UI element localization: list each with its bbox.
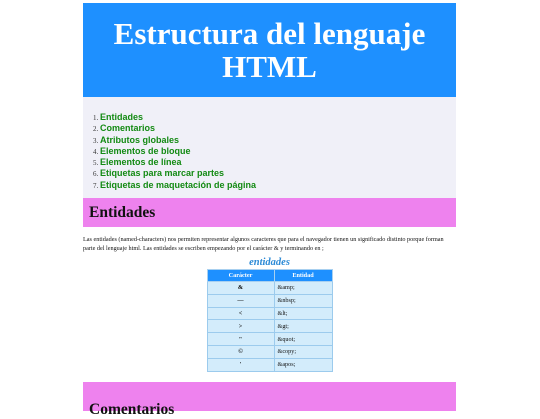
section-header-entidades	[83, 198, 456, 227]
cell-character: "	[207, 333, 274, 346]
section-body-entidades	[83, 227, 456, 382]
table-row	[207, 282, 332, 295]
cell-entity: &amp;	[274, 282, 332, 295]
cell-entity: &lt;	[274, 307, 332, 320]
toc-link-entidades[interactable]: Entidades	[100, 112, 144, 122]
section-heading: Entidades	[89, 203, 156, 221]
table-header-row	[207, 270, 332, 282]
toc-item	[100, 157, 456, 168]
toc-link-etiquetas-partes[interactable]: Etiquetas para marcar partes	[100, 168, 225, 179]
cell-character: —	[207, 294, 274, 307]
section-heading: Comentarios	[89, 401, 175, 418]
column-header-character: Carácter	[207, 270, 274, 282]
toc-list	[83, 112, 456, 191]
column-header-entity: Entidad	[274, 270, 332, 282]
table-row	[207, 345, 332, 358]
cell-character: <	[207, 307, 274, 320]
cell-entity: &copy;	[274, 345, 332, 358]
cell-entity: &apos;	[274, 358, 332, 371]
table-of-contents	[83, 97, 456, 198]
toc-item	[100, 180, 456, 191]
toc-link-elementos-de-bloque[interactable]: Elementos de bloque	[100, 145, 191, 156]
toc-link-atributos-globales[interactable]: Atributos globales	[100, 134, 180, 145]
table-row	[207, 358, 332, 371]
page-title: Estructura del lenguaje HTML	[113, 16, 426, 84]
section-header-comentarios	[83, 382, 456, 418]
toc-item	[100, 112, 456, 123]
toc-link-comentarios[interactable]: Comentarios	[100, 123, 156, 134]
toc-item	[100, 146, 456, 157]
cell-entity: &gt;	[274, 320, 332, 333]
table-row	[207, 307, 332, 320]
cell-character: '	[207, 358, 274, 371]
cell-character: &	[207, 282, 274, 295]
page-content	[83, 3, 456, 418]
toc-item	[100, 123, 456, 134]
table-row	[207, 333, 332, 346]
toc-item	[100, 168, 456, 179]
cell-entity: &quot;	[274, 333, 332, 346]
toc-item	[100, 135, 456, 146]
table-caption: entidades	[249, 257, 290, 268]
toc-link-etiquetas-maquetacion[interactable]: Etiquetas de maquetación de página	[100, 179, 257, 190]
cell-character: >	[207, 320, 274, 333]
entities-table	[207, 269, 333, 372]
cell-character: ©	[207, 345, 274, 358]
cell-entity: &nbsp;	[274, 294, 332, 307]
section-paragraph: Las entidades (named-characters) nos permiten representar algunos caracteres que para el navegador tienen un significado distinto porque forman parte del lenguaje html. Las entidades se escriben empezando por el carácter & y terminando en ;	[83, 236, 444, 252]
table-row	[207, 294, 332, 307]
table-row	[207, 320, 332, 333]
page-header	[83, 3, 456, 97]
toc-link-elementos-de-linea[interactable]: Elementos de línea	[100, 157, 182, 168]
